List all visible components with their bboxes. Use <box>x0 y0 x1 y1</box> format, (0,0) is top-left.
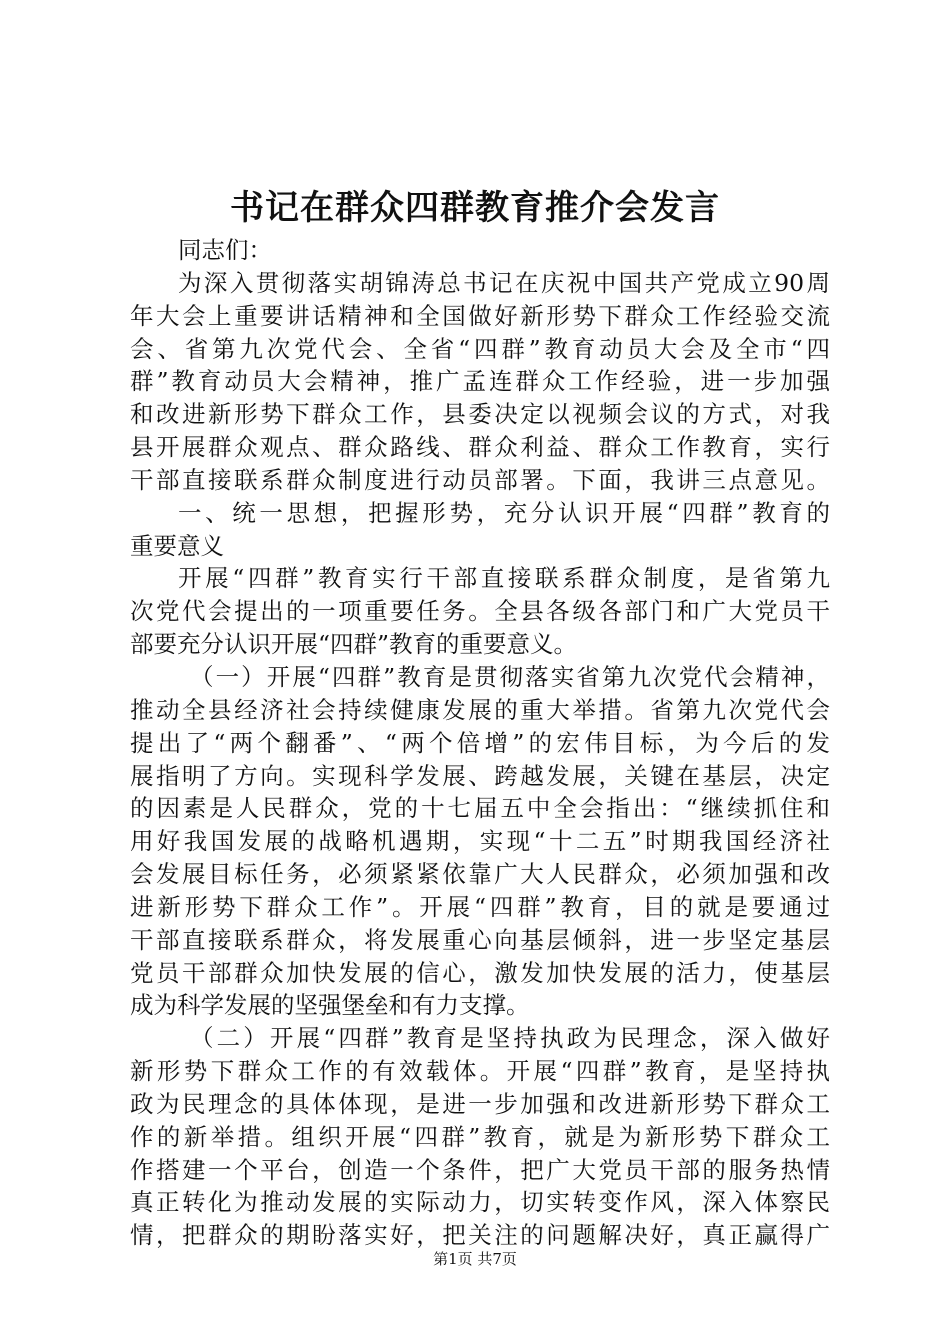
paragraph-line: 和改进新形势下群众工作，县委决定以视频会议的方式，对我 <box>130 400 830 429</box>
document-body <box>130 234 830 1252</box>
paragraph-line: 情，把群众的期盼落实好，把关注的问题解决好，真正赢得广 <box>130 1221 830 1250</box>
paragraph-line: 进新形势下群众工作”。开展“四群”教育，目的就是要通过 <box>130 892 830 921</box>
document-title: 书记在群众四群教育推介会发言 <box>230 188 720 228</box>
paragraph-line: 党员干部群众加快发展的信心，激发加快发展的活力，使基层 <box>130 958 830 987</box>
paragraph-line: （一）开展“四群”教育是贯彻落实省第九次党代会精神， <box>190 662 830 691</box>
paragraph-line: 群”教育动员大会精神，推广孟连群众工作经验，进一步加强 <box>130 367 830 396</box>
paragraph-line: 政为民理念的具体体现，是进一步加强和改进新形势下群众工 <box>130 1089 830 1118</box>
paragraph-line: 次党代会提出的一项重要任务。全县各级各部门和广大党员干 <box>130 597 830 626</box>
paragraph-line: 真正转化为推动发展的实际动力，切实转变作风，深入体察民 <box>130 1188 830 1217</box>
paragraph-line: 年大会上重要讲话精神和全国做好新形势下群众工作经验交流 <box>130 301 830 330</box>
paragraph-line: 提出了“两个翻番”、“两个倍增”的宏伟目标，为今后的发 <box>130 728 830 757</box>
paragraph-line: 为深入贯彻落实胡锦涛总书记在庆祝中国共产党成立90周 <box>178 268 830 297</box>
page-number-footer: 第1页 共7页 <box>433 1250 517 1268</box>
paragraph-line: 会发展目标任务，必须紧紧依靠广大人民群众，必须加强和改 <box>130 860 830 889</box>
section-heading-line: 重要意义 <box>130 531 224 560</box>
paragraph-line: 干部直接联系群众制度进行动员部署。下面，我讲三点意见。 <box>130 465 830 494</box>
paragraph-line: 县开展群众观点、群众路线、群众利益、群众工作教育，实行 <box>130 433 830 462</box>
paragraph-line: 作搭建一个平台，创造一个条件，把广大党员干部的服务热情 <box>130 1155 830 1184</box>
salutation-line: 同志们： <box>178 236 272 264</box>
paragraph-line: 会、省第九次党代会、全省“四群”教育动员大会及全市“四 <box>130 334 830 363</box>
paragraph-line: 展指明了方向。实现科学发展、跨越发展，关键在基层，决定 <box>130 761 830 790</box>
paragraph-line: 开展“四群”教育实行干部直接联系群众制度，是省第九 <box>178 564 830 593</box>
paragraph-line: 的因素是人民群众，党的十七届五中全会指出：“继续抓住和 <box>130 794 830 823</box>
paragraph-line: 部要充分认识开展“四群”教育的重要意义。 <box>130 630 578 659</box>
section-heading-line: 一、统一思想，把握形势，充分认识开展“四群”教育的 <box>178 498 830 527</box>
paragraph-line: 用好我国发展的战略机遇期，实现“十二五”时期我国经济社 <box>130 827 830 856</box>
paragraph-line: （二）开展“四群”教育是坚持执政为民理念，深入做好 <box>190 1024 830 1053</box>
paragraph-line: 新形势下群众工作的有效载体。开展“四群”教育，是坚持执 <box>130 1057 830 1086</box>
paragraph-line: 干部直接联系群众，将发展重心向基层倾斜，进一步坚定基层 <box>130 925 830 954</box>
paragraph-line: 推动全县经济社会持续健康发展的重大举措。省第九次党代会 <box>130 695 830 724</box>
paragraph-line: 作的新举措。组织开展“四群”教育，就是为新形势下群众工 <box>130 1122 830 1151</box>
paragraph-line: 成为科学发展的坚强堡垒和有力支撑。 <box>130 991 530 1020</box>
